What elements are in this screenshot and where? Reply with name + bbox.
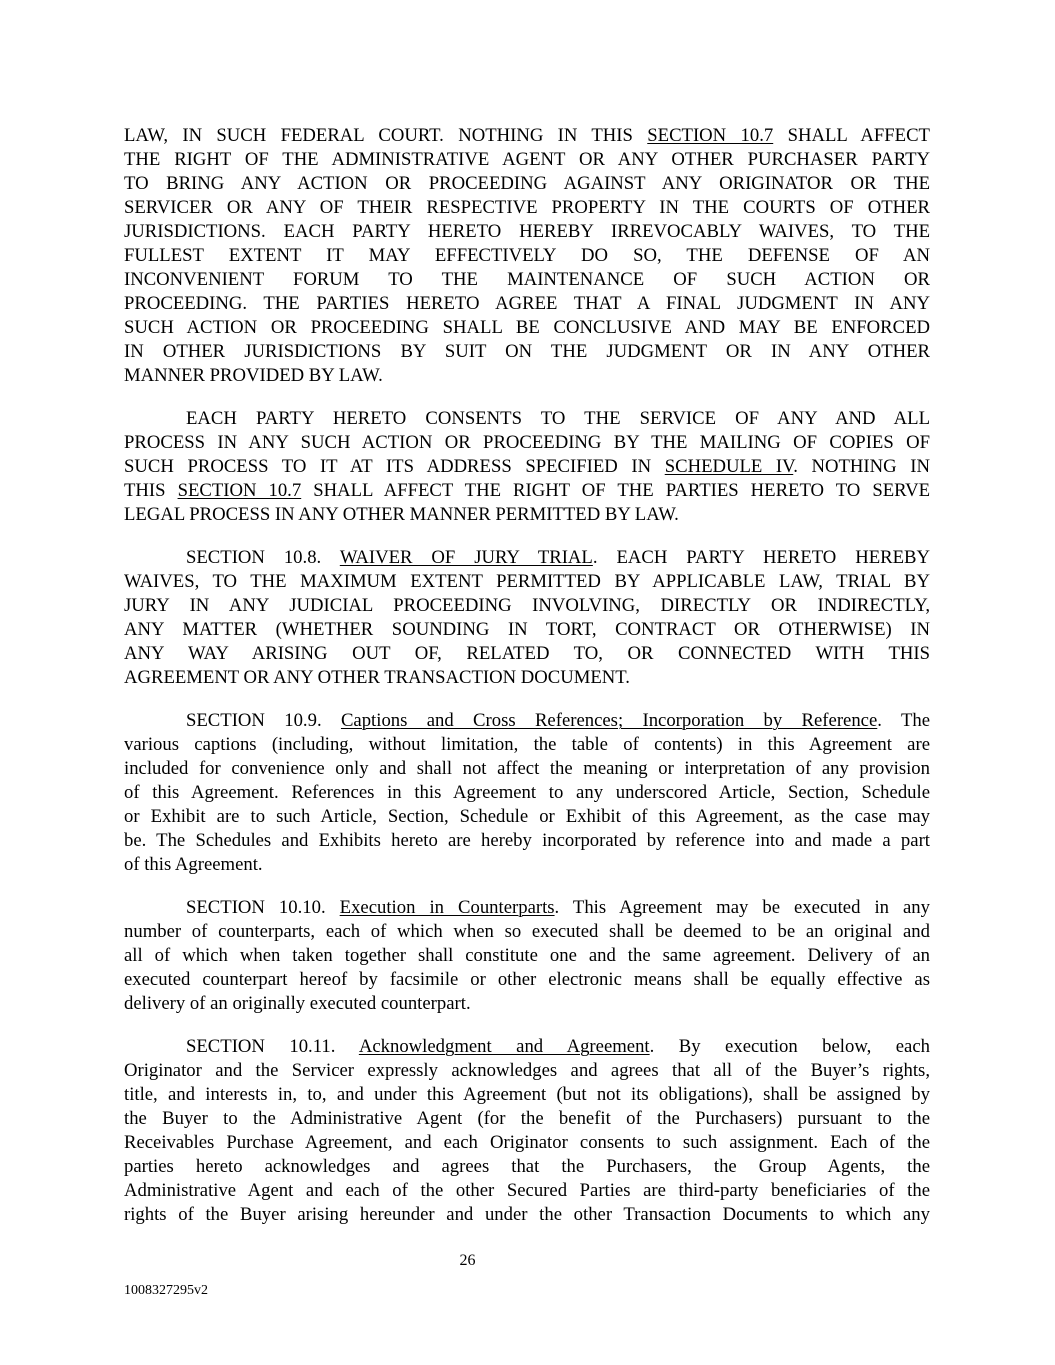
text-line xyxy=(124,172,930,196)
text-line xyxy=(124,853,930,877)
text-line xyxy=(124,1059,930,1083)
text-segment: or Exhibit are to such Article, Section, Schedule or Exhibit of this Agreement, as the case may xyxy=(124,806,930,827)
text-line xyxy=(124,268,930,292)
text-line xyxy=(124,124,930,148)
text-line xyxy=(124,364,930,388)
text-segment: SECTION 10.11. xyxy=(186,1036,359,1057)
text-segment: Administrative Agent and each of the other Secured Parties are third-party beneficiaries of the xyxy=(124,1180,930,1201)
text-segment: Originator and the Servicer expressly acknowledges and agrees that all of the Buyer’s rights, xyxy=(124,1060,930,1081)
text-line xyxy=(124,316,930,340)
text-line xyxy=(124,781,930,805)
text-segment: THIS xyxy=(124,480,178,501)
text-segment: included for convenience only and shall not affect the meaning or interpretation of any provision xyxy=(124,758,930,779)
text-line xyxy=(124,594,930,618)
text-segment: SECTION 10.10. xyxy=(186,897,340,918)
text-segment: executed counterpart hereof by facsimile or other electronic means shall be equally effective as xyxy=(124,969,930,990)
text-line xyxy=(124,968,930,992)
text-segment: IN OTHER JURISDICTIONS BY SUIT ON THE JUDGMENT OR IN ANY OTHER xyxy=(124,341,930,362)
text-line xyxy=(124,292,930,316)
text-line xyxy=(124,1155,930,1179)
section-reference: WAIVER OF JURY TRIAL xyxy=(339,547,593,568)
text-segment: of this Agreement. References in this Agreement to any underscored Article, Section, Schedule xyxy=(124,782,930,803)
text-line xyxy=(124,1179,930,1203)
text-segment: JURY IN ANY JUDICIAL PROCEEDING INVOLVING, DIRECTLY OR INDIRECTLY, xyxy=(124,595,930,616)
text-segment: TO BRING ANY ACTION OR PROCEEDING AGAINST ANY ORIGINATOR OR THE xyxy=(124,173,930,194)
text-line xyxy=(124,733,930,757)
text-segment: PROCESS IN ANY SUCH ACTION OR PROCEEDING BY THE MAILING OF COPIES OF xyxy=(124,432,930,453)
text-segment: SERVICER OR ANY OF THEIR RESPECTIVE PROPERTY IN THE COURTS OF OTHER xyxy=(124,197,930,218)
text-line xyxy=(124,920,930,944)
text-segment: Receivables Purchase Agreement, and each Originator consents to such assignment. Each of the xyxy=(124,1132,930,1153)
text-segment: various captions (including, without limitation, the table of contents) in this Agreement are xyxy=(124,734,930,755)
text-line xyxy=(124,944,930,968)
paragraph xyxy=(124,546,930,690)
text-line xyxy=(124,407,930,431)
text-segment: the Buyer to the Administrative Agent (for the benefit of the Purchasers) pursuant to the xyxy=(124,1108,930,1129)
text-segment: all of which when taken together shall constitute one and the same agreement. Delivery of an xyxy=(124,945,930,966)
paragraph xyxy=(124,1035,930,1227)
text-segment: SUCH ACTION OR PROCEEDING SHALL BE CONCLUSIVE AND MAY BE ENFORCED xyxy=(124,317,930,338)
text-line xyxy=(124,340,930,364)
text-segment: THE RIGHT OF THE ADMINISTRATIVE AGENT OR ANY OTHER PURCHASER PARTY xyxy=(124,149,930,170)
text-segment: ANY MATTER (WHETHER SOUNDING IN TORT, CONTRACT OR OTHERWISE) IN xyxy=(124,619,930,640)
text-segment: . The xyxy=(877,710,930,731)
text-segment: title, and interests in, to, and under this Agreement (but not its obligations), shall be assigned by xyxy=(124,1084,930,1105)
paragraph xyxy=(124,709,930,877)
text-line xyxy=(124,479,930,503)
paragraph xyxy=(124,896,930,1016)
text-segment: WAIVES, TO THE MAXIMUM EXTENT PERMITTED BY APPLICABLE LAW, TRIAL BY xyxy=(124,571,930,592)
text-segment: SHALL AFFECT THE RIGHT OF THE PARTIES HERETO TO SERVE xyxy=(301,480,930,501)
text-segment: FULLEST EXTENT IT MAY EFFECTIVELY DO SO, THE DEFENSE OF AN xyxy=(124,245,930,266)
text-line xyxy=(124,148,930,172)
text-segment: of this Agreement. xyxy=(124,854,263,875)
text-segment: SECTION 10.8. xyxy=(186,547,340,568)
section-reference: SECTION 10.7 xyxy=(647,125,774,146)
text-segment: SHALL AFFECT xyxy=(773,125,930,146)
text-segment: parties hereto acknowledges and agrees that the Purchasers, the Group Agents, the xyxy=(124,1156,930,1177)
text-segment: MANNER PROVIDED BY LAW. xyxy=(124,365,383,386)
text-line xyxy=(124,805,930,829)
text-line xyxy=(124,1131,930,1155)
section-reference: Acknowledgment and Agreement xyxy=(358,1036,650,1057)
text-segment: AGREEMENT OR ANY OTHER TRANSACTION DOCUMENT. xyxy=(124,667,630,688)
text-line xyxy=(124,757,930,781)
text-segment: . EACH PARTY HERETO HEREBY xyxy=(592,547,930,568)
section-reference: Execution in Counterparts xyxy=(339,897,555,918)
section-reference: SCHEDULE IV xyxy=(664,456,794,477)
section-reference: Captions and Cross References; Incorporation by Reference xyxy=(340,710,878,731)
text-segment: delivery of an originally executed counterpart. xyxy=(124,993,471,1014)
text-segment: LAW, IN SUCH FEDERAL COURT. NOTHING IN THIS xyxy=(124,125,648,146)
text-segment: ANY WAY ARISING OUT OF, RELATED TO, OR CONNECTED WITH THIS xyxy=(124,643,930,664)
text-segment: . This Agreement may be executed in any xyxy=(554,897,930,918)
text-segment: JURISDICTIONS. EACH PARTY HERETO HEREBY IRREVOCABLY WAIVES, TO THE xyxy=(124,221,930,242)
text-line xyxy=(124,244,930,268)
text-segment: EACH PARTY HERETO CONSENTS TO THE SERVICE OF ANY AND ALL xyxy=(186,408,930,429)
text-line xyxy=(124,455,930,479)
document-body xyxy=(124,124,930,1246)
text-segment: rights of the Buyer arising hereunder and under the other Transaction Documents to which any xyxy=(124,1204,930,1225)
paragraph xyxy=(124,124,930,388)
text-segment: number of counterparts, each of which when so executed shall be deemed to be an original and xyxy=(124,921,930,942)
text-line xyxy=(124,1035,930,1059)
text-line xyxy=(124,1107,930,1131)
text-segment: be. The Schedules and Exhibits hereto are hereby incorporated by reference into and made a part xyxy=(124,830,930,851)
text-line xyxy=(124,896,930,920)
text-segment: . NOTHING IN xyxy=(793,456,930,477)
text-segment: LEGAL PROCESS IN ANY OTHER MANNER PERMITTED BY LAW. xyxy=(124,504,679,525)
text-line xyxy=(124,642,930,666)
text-segment: SECTION 10.9. xyxy=(186,710,341,731)
section-reference: SECTION 10.7 xyxy=(177,480,302,501)
paragraph xyxy=(124,407,930,527)
text-line xyxy=(124,503,930,527)
document-id: 1008327295v2 xyxy=(124,1283,208,1298)
text-line xyxy=(124,709,930,733)
text-segment: . By execution below, each xyxy=(649,1036,930,1057)
text-line xyxy=(124,618,930,642)
text-line xyxy=(124,1083,930,1107)
page-number: 26 xyxy=(459,1252,476,1269)
text-line xyxy=(124,829,930,853)
text-line xyxy=(124,570,930,594)
text-line xyxy=(124,220,930,244)
text-line xyxy=(124,992,930,1016)
text-line xyxy=(124,431,930,455)
text-segment: SUCH PROCESS TO IT AT ITS ADDRESS SPECIFIED IN xyxy=(124,456,665,477)
text-line xyxy=(124,196,930,220)
text-line xyxy=(124,666,930,690)
text-line xyxy=(124,1203,930,1227)
text-segment: INCONVENIENT FORUM TO THE MAINTENANCE OF SUCH ACTION OR xyxy=(124,269,930,290)
text-line xyxy=(124,546,930,570)
text-segment: PROCEEDING. THE PARTIES HERETO AGREE THAT A FINAL JUDGMENT IN ANY xyxy=(124,293,930,314)
